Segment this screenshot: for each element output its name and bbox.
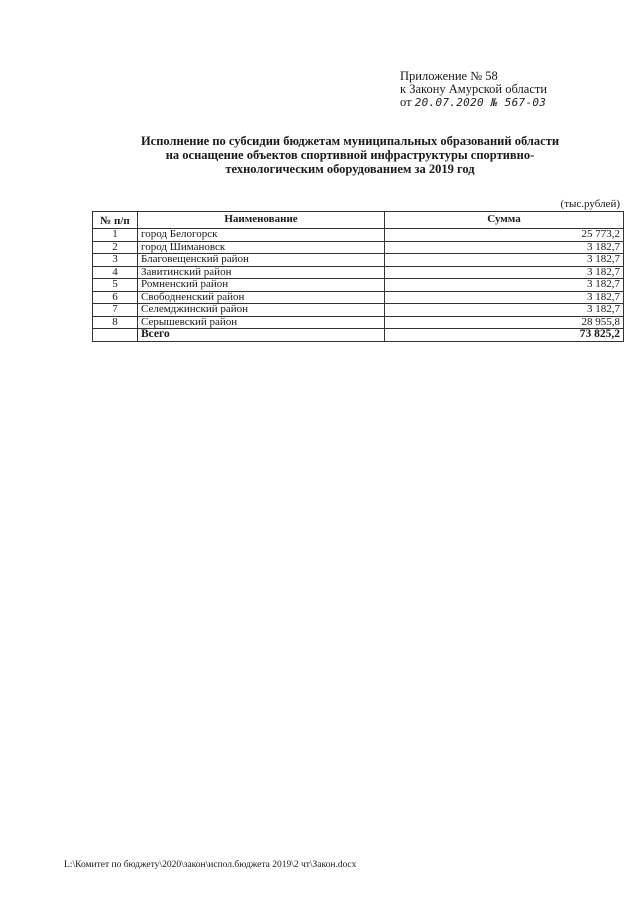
row-num: 6 <box>93 291 138 304</box>
row-sum: 28 955,8 <box>385 316 624 329</box>
row-num: 2 <box>93 241 138 254</box>
document-title <box>80 134 620 176</box>
table-row <box>93 279 624 292</box>
table-row <box>93 266 624 279</box>
row-name: Благовещенский район <box>138 254 385 267</box>
row-name: Ромненский район <box>138 279 385 292</box>
total-label: Всего <box>138 329 385 342</box>
table-header-row <box>93 212 624 229</box>
row-sum: 3 182,7 <box>385 291 624 304</box>
row-name: Свободненский район <box>138 291 385 304</box>
row-sum: 3 182,7 <box>385 241 624 254</box>
table-row <box>93 229 624 242</box>
title-line-1: Исполнение по субсидии бюджетам муниципальных образований области <box>140 134 560 148</box>
table-row <box>93 291 624 304</box>
table-row <box>93 254 624 267</box>
row-name: город Белогорск <box>138 229 385 242</box>
handwritten-date-number: 20.07.2020 № 567-03 <box>414 96 547 109</box>
law-reference: к Закону Амурской области <box>400 82 548 96</box>
law-date-line <box>400 96 625 109</box>
table-row <box>93 316 624 329</box>
unit-note: (тыс.рублей) <box>560 198 620 210</box>
row-num: 4 <box>93 266 138 279</box>
row-num: 1 <box>93 229 138 242</box>
table-row <box>93 304 624 317</box>
header-name: Наименование <box>138 212 385 229</box>
row-name: Завитинский район <box>138 266 385 279</box>
row-sum: 3 182,7 <box>385 254 624 267</box>
row-num: 3 <box>93 254 138 267</box>
row-sum: 3 182,7 <box>385 266 624 279</box>
appendix-header <box>400 70 625 109</box>
table-total-row <box>93 329 624 342</box>
file-path-footer: L:\Комитет по бюджету\2020\закон\испол.бюджета 2019\2 чт\Закон.docx <box>64 860 357 870</box>
appendix-number: Приложение № 58 <box>400 69 498 83</box>
table-row <box>93 241 624 254</box>
subsidy-table <box>92 211 624 342</box>
row-num: 5 <box>93 279 138 292</box>
total-num <box>93 329 138 342</box>
date-prefix: от <box>400 95 412 109</box>
row-name: город Шимановск <box>138 241 385 254</box>
total-sum: 73 825,2 <box>385 329 624 342</box>
row-name: Селемджинский район <box>138 304 385 317</box>
row-sum: 3 182,7 <box>385 279 624 292</box>
row-name: Серышевский район <box>138 316 385 329</box>
title-line-2: на оснащение объектов спортивной инфраструктуры спортивно- <box>165 148 535 162</box>
header-sum: Сумма <box>385 212 624 229</box>
row-sum: 3 182,7 <box>385 304 624 317</box>
row-num: 8 <box>93 316 138 329</box>
header-num: № п/п <box>93 212 138 229</box>
title-line-3: технологическим оборудованием за 2019 год <box>225 162 475 176</box>
row-num: 7 <box>93 304 138 317</box>
row-sum: 25 773,2 <box>385 229 624 242</box>
